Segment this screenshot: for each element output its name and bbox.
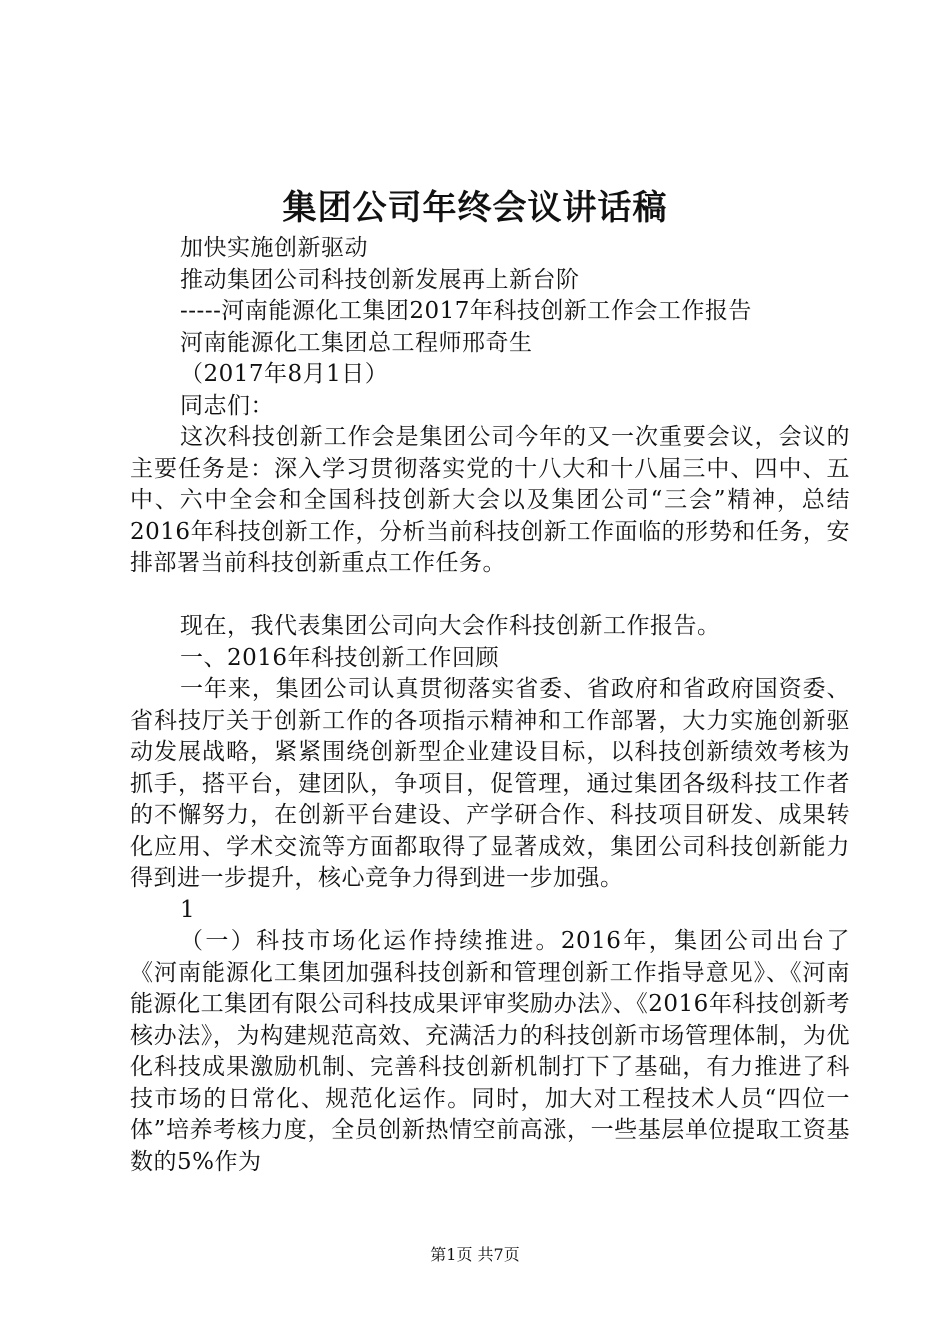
market-paragraph: （一）科技市场化运作持续推进。2016年，集团公司出台了《河南能源化工集团加强科技创新和管理创新工作指导意见》、《河南能源化工集团有限公司科技成果评审奖励办法》、《2016年科技创新考核办法》，为构建规范高效、充满活力的科技创新市场管理体制，为优化科技成果激励机制、完善科技创新机制打下了基础，有力推进了科技市场的日常化、规范化运作。同时，加大对工程技术人员“四位一体”培养考核力度，全员创新热情空前高涨，一些基层单位提取工资基数的5%作为 (130, 928, 850, 1175)
report-title-line: -----河南能源化工集团2017年科技创新工作会工作报告 (180, 298, 752, 324)
review-paragraph: 一年来，集团公司认真贯彻落实省委、省政府和省政府国资委、省科技厅关于创新工作的各项指示精神和工作部署，大力实施创新驱动发展战略，紧紧围绕创新型企业建设目标，以科技创新绩效考核为抓手，搭平台，建团队，争项目，促管理，通过集团各级科技工作者的不懈努力，在创新平台建设、产学研合作、科技项目研发、成果转化应用、学术交流等方面都取得了显著成效，集团公司科技创新能力得到进一步提升，核心竞争力得到进一步加强。 (130, 676, 850, 891)
section-one-heading: 一、2016年科技创新工作回顾 (180, 644, 500, 671)
page-footer: 第1页 共7页 (430, 1245, 520, 1264)
salutation-line: 同志们： (180, 392, 274, 419)
document-body (130, 233, 850, 1178)
subtitle-line-1: 加快实施创新驱动 (180, 235, 368, 261)
page-marker: 1 (180, 896, 196, 923)
document-title: 集团公司年终会议讲话稿 (282, 188, 668, 228)
intro-paragraph: 这次科技创新工作会是集团公司今年的又一次重要会议，会议的主要任务是：深入学习贯彻落实党的十八大和十八届三中、四中、五中、六中全会和全国科技创新大会以及集团公司“三会”精神，总结2016年科技创新工作，分析当前科技创新工作面临的形势和任务，安排部署当前科技创新重点工作任务。 (130, 424, 850, 576)
paragraph-gap (130, 580, 850, 612)
report-paragraph: 现在，我代表集团公司向大会作科技创新工作报告。 (180, 613, 721, 639)
speaker-line: 河南能源化工集团总工程师邢奇生 (180, 329, 533, 356)
date-line: （2017年8月1日） (180, 361, 389, 387)
subtitle-line-2: 推动集团公司科技创新发展再上新台阶 (180, 266, 580, 293)
